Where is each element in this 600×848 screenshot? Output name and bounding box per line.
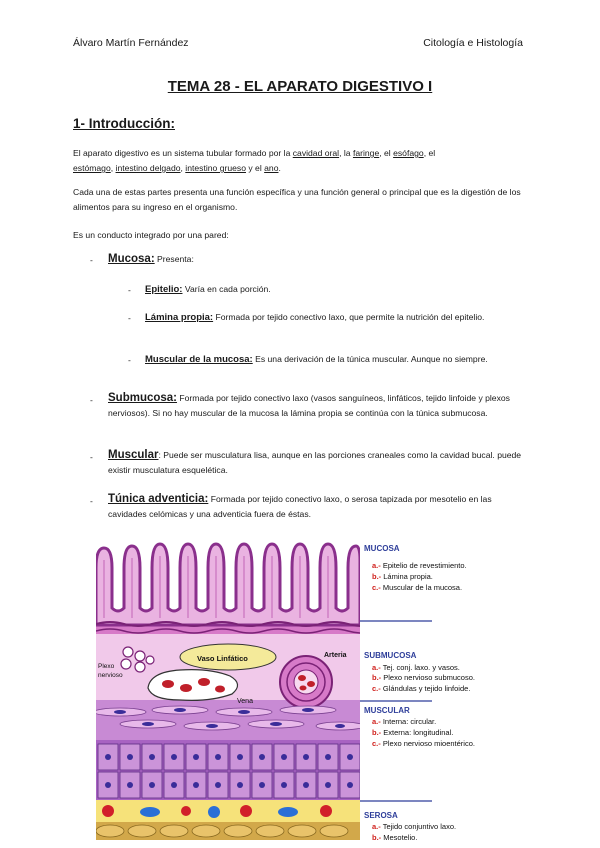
villi-epithelium — [96, 544, 360, 625]
list-dash: - — [128, 285, 131, 295]
list-item-epitelio: Epitelio: Varía en cada porción. — [145, 284, 271, 295]
term-estomago: estómago — [73, 163, 111, 173]
term-intestino-delgado: intestino delgado — [115, 163, 181, 173]
page-title: TEMA 28 - EL APARATO DIGESTIVO I — [167, 78, 433, 95]
label-vaso-linfatico: Vaso Linfático — [197, 654, 248, 663]
legend-submucosa-b: b.- Plexo nervioso submucoso. — [372, 673, 475, 682]
tissue-illustration — [94, 544, 376, 840]
legend-submucosa-c: c.- Glándulas y tejido linfoide. — [372, 684, 471, 693]
legend-submucosa-a: a.- Tej. conj. laxo. y vasos. — [372, 663, 460, 672]
legend-muscular-c: c.- Plexo nervioso mioentérico. — [372, 739, 475, 748]
list-dash: - — [90, 452, 93, 462]
label-nervioso: nervioso — [98, 672, 123, 679]
header-author: Álvaro Martín Fernández — [73, 37, 189, 49]
list-dash: - — [90, 255, 93, 265]
legend-submucosa-title: SUBMUCOSA — [364, 651, 417, 660]
term-faringe: faringe — [352, 148, 380, 158]
section-heading: 1- Introducción: — [73, 116, 175, 131]
term-cavidad-oral: cavidad oral — [292, 148, 340, 158]
legend-serosa-b: b.- Mesotelio. — [372, 833, 418, 842]
label-vena: Vena — [237, 698, 253, 705]
term-esofago: esófago — [393, 148, 424, 158]
list-dash: - — [90, 496, 93, 506]
legend-mucosa-b: b.- Lámina propia. — [372, 572, 433, 581]
legend-serosa-title: SEROSA — [364, 811, 398, 820]
legend-muscular-a: a.- Interna: circular. — [372, 717, 437, 726]
list-dash: - — [90, 395, 93, 405]
list-dash: - — [128, 355, 131, 365]
term-intestino-grueso: intestino grueso — [185, 163, 246, 173]
list-item-muscular: Muscular: Puede ser musculatura lisa, aunque en las porciones craneales como la cavidad bucal. puede existir musculatura esquelética. — [108, 449, 522, 475]
label-plexo: Plexo — [98, 663, 115, 670]
intro-paragraph-1: El aparato digestivo es un sistema tubular formado por la cavidad oral, la faringe, el esófago, el estómago, intestino delgado, intestino grueso y el ano. — [73, 148, 436, 173]
list-item-muscular-mucosa: Muscular de la mucosa: Es una derivación de la túnica muscular. Aunque no siempre. — [145, 354, 488, 365]
list-dash: - — [128, 313, 131, 323]
legend-mucosa-a: a.- Epitelio de revestimiento. — [372, 561, 467, 570]
label-arteria: Arteria — [324, 652, 347, 659]
list-item-mucosa: Mucosa: Presenta: — [108, 253, 194, 265]
term-ano: ano — [264, 163, 279, 173]
legend-muscular-b: b.- Externa: longitudinal. — [372, 728, 454, 737]
header-subject: Citología e Histología — [423, 37, 523, 49]
legend-serosa-a: a.- Tejido conjuntivo laxo. — [372, 822, 457, 831]
intro-paragraph-2: Cada una de estas partes presenta una función específica y una función general o principal que es la digestión de los alimentos para su ingreso en el organismo. — [73, 187, 521, 212]
legend-muscular-title: MUSCULAR — [364, 706, 410, 715]
intro-paragraph-3: Es un conducto integrado por una pared: — [73, 230, 229, 240]
list-item-adventicia: Túnica adventicia: Formada por tejido conectivo laxo, o serosa tapizada por mesotelio en las cavidades celómicas y una adventicia fuera de éstas. — [108, 493, 492, 519]
list-item-lamina-propia: Lámina propia: Formada por tejido conectivo laxo, que permite la nutrición del epitelio. — [145, 312, 485, 323]
vein — [148, 670, 238, 701]
list-item-submucosa: Submucosa: Formada por tejido conectivo laxo (vasos sanguíneos, linfáticos, tejido linfoide y plexos nerviosos). Si no hay muscular de la mucosa la lámina propia se continúa con la túnica submucosa. — [108, 392, 510, 418]
legend-mucosa-title: MUCOSA — [364, 544, 400, 553]
legend-mucosa-c: c.- Muscular de la mucosa. — [372, 583, 463, 592]
